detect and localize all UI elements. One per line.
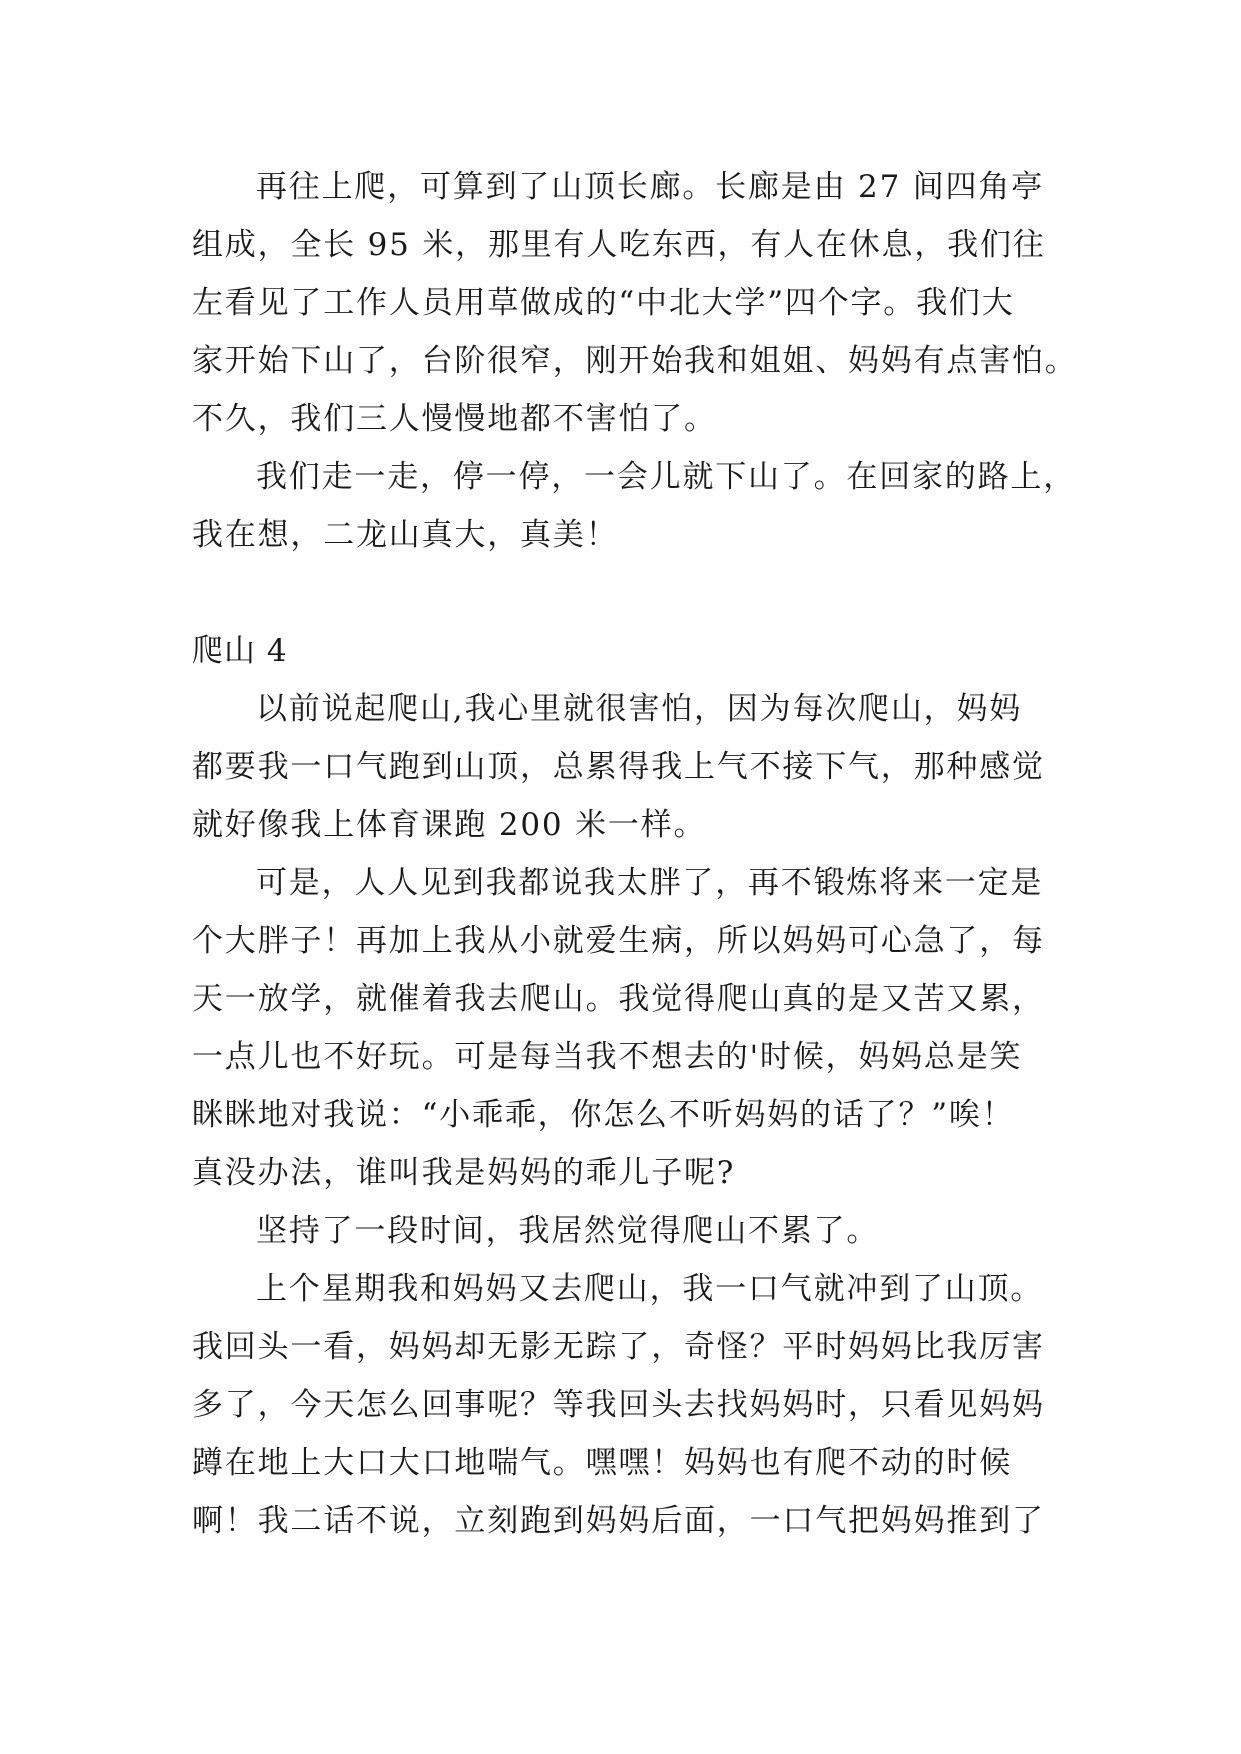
paragraph-line: 家开始下山了，台阶很窄，刚开始我和姐姐、妈妈有点害怕。 <box>192 343 1078 379</box>
paragraph-line: 坚持了一段时间，我居然觉得爬山不累了。 <box>256 1213 880 1249</box>
paragraph-line: 一点儿也不好玩。可是每当我不想去的'时候，妈妈总是笑 <box>192 1039 1023 1075</box>
paragraph-line: 就好像我上体育课跑 200 米一样。 <box>192 807 707 843</box>
paragraph-line: 我回头一看，妈妈却无影无踪了，奇怪？平时妈妈比我厉害 <box>192 1329 1045 1365</box>
section-heading: 爬山 4 <box>192 633 288 669</box>
paragraph-line: 再往上爬，可算到了山顶长廊。长廊是由 27 间四角亭 <box>256 169 1044 205</box>
paragraph-line: 不久，我们三人慢慢地都不害怕了。 <box>192 401 717 437</box>
paragraph-line: 组成，全长 95 米，那里有人吃东西，有人在休息，我们往 <box>192 227 1046 263</box>
paragraph-line: 个大胖子！再加上我从小就爱生病，所以妈妈可心急了，每 <box>192 923 1045 959</box>
paragraph-line: 我们走一走，停一停，一会儿就下山了。在回家的路上， <box>256 459 1076 495</box>
paragraph-line: 上个星期我和妈妈又去爬山，我一口气就冲到了山顶。 <box>256 1271 1044 1307</box>
paragraph-line: 可是，人人见到我都说我太胖了，再不锻炼将来一定是 <box>256 865 1044 901</box>
paragraph-line: 蹲在地上大口大口地喘气。嘿嘿！妈妈也有爬不动的时候 <box>192 1445 1012 1481</box>
paragraph-line: 我在想，二龙山真大，真美！ <box>192 517 619 553</box>
paragraph-line: 多了，今天怎么回事呢？等我回头去找妈妈时，只看见妈妈 <box>192 1387 1045 1423</box>
paragraph-line: 都要我一口气跑到山顶，总累得我上气不接下气，那种感觉 <box>192 749 1045 785</box>
paragraph-line: 天一放学，就催着我去爬山。我觉得爬山真的是又苦又累， <box>192 981 1045 1017</box>
paragraph-line: 眯眯地对我说：“小乖乖，你怎么不听妈妈的话了？”唉！ <box>192 1097 1015 1133</box>
paragraph-line: 真没办法，谁叫我是妈妈的乖儿子呢? <box>192 1155 736 1191</box>
paragraph-line: 啊！我二话不说，立刻跑到妈妈后面，一口气把妈妈推到了 <box>192 1503 1045 1539</box>
paragraph-line: 左看见了工作人员用草做成的“中北大学”四个字。我们大 <box>192 285 1015 321</box>
paragraph-line: 以前说起爬山,我心里就很害怕，因为每次爬山，妈妈 <box>256 691 1023 727</box>
